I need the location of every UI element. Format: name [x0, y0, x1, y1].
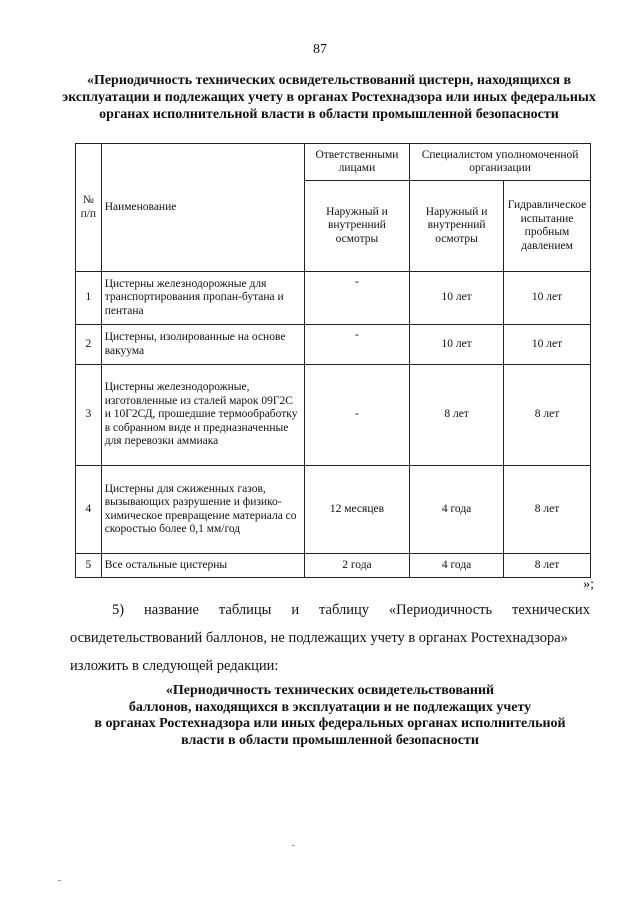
second-title-line: власти в области промышленной безопасности [181, 732, 479, 748]
table-header-row [76, 144, 591, 181]
header-name: Наименование [101, 144, 304, 272]
paragraph-word: «Периодичность [388, 602, 493, 618]
row-external: 4 года [410, 466, 504, 554]
paragraph-word: таблицу [319, 602, 369, 618]
second-title-line: в органах Ростехнадзора или иных федеральных органах исполнительной [94, 716, 566, 731]
row-name: Цистерны железнодорожные для транспортирования пропан-бутана и пентана [101, 272, 304, 325]
paragraph-word: таблицы [218, 602, 272, 618]
page-number: 87 [313, 42, 327, 57]
row-name: Цистерны железнодорожные, изготовленные из сталей марок 09Г2С и 10Г2СД, прошедшие термообработку в собранном виде и предназначенные для перевозки аммиака [101, 365, 304, 466]
table-row [76, 272, 591, 325]
inspection-table [75, 143, 591, 578]
row-hydraulic: 8 лет [504, 466, 591, 554]
table-row [76, 554, 591, 578]
row-external: 10 лет [410, 325, 504, 365]
header-specialist: Специалистом уполномоченной организации [410, 144, 591, 181]
row-num: 2 [76, 325, 102, 365]
row-hydraulic: 10 лет [504, 272, 591, 325]
row-num: 5 [76, 554, 102, 578]
subheader-specialist-inspection: Наружный и внутренний осмотры [410, 181, 504, 272]
row-external: 10 лет [410, 272, 504, 325]
paragraph-line-1 [70, 596, 590, 624]
row-num: 4 [76, 466, 102, 554]
subheader-hydraulic-test: Гидравлическое испытание пробным давлением [504, 181, 591, 272]
row-num: 3 [76, 365, 102, 466]
paragraph-line-2: освидетельствований баллонов, не подлежащих учету в органах Ростехнадзора» [70, 630, 568, 646]
table-row [76, 466, 591, 554]
row-responsible: - [304, 325, 409, 365]
paragraph-word: и [291, 602, 300, 618]
closing-quote: »; [583, 577, 594, 592]
second-title-line: баллонов, находящихся в эксплуатации и не подлежащих учету [128, 699, 532, 715]
table-title: «Периодичность технических освидетельствований цистерн, находящихся в эксплуатации и подлежащих учету в органах Ростехнадзора или иных федеральных органах исполнительной власти в области промышленной безопасности [62, 73, 596, 122]
paragraph-word: 5) [112, 602, 125, 618]
table-row [76, 325, 591, 365]
subheader-responsible-inspection: Наружный и внутренний осмотры [304, 181, 409, 272]
row-name: Все остальные цистерны [101, 554, 304, 578]
paragraph-word: название [144, 602, 199, 618]
scan-speck [58, 880, 61, 881]
table-row [76, 365, 591, 466]
second-table-title [60, 683, 600, 749]
row-hydraulic: 10 лет [504, 325, 591, 365]
scan-speck [292, 845, 295, 846]
row-external: 8 лет [410, 365, 504, 466]
row-hydraulic: 8 лет [504, 554, 591, 578]
row-hydraulic: 8 лет [504, 365, 591, 466]
paragraph-line-3: изложить в следующей редакции: [70, 658, 279, 674]
row-responsible: - [304, 272, 409, 325]
row-external: 4 года [410, 554, 504, 578]
second-title-line: «Периодичность технических освидетельствований [165, 683, 495, 698]
paragraph-word: технических [512, 602, 590, 618]
row-responsible: 12 месяцев [304, 466, 409, 554]
row-num: 1 [76, 272, 102, 325]
row-name: Цистерны, изолированные на основе вакуума [101, 325, 304, 365]
row-responsible: - [304, 365, 409, 466]
header-num: № п/п [76, 144, 102, 272]
row-name: Цистерны для сжиженных газов, вызывающих разрушение и физико-химическое превращение материала со скоростью более 0,1 мм/год [101, 466, 304, 554]
header-responsible: Ответственными лицами [304, 144, 409, 181]
row-responsible: 2 года [304, 554, 409, 578]
